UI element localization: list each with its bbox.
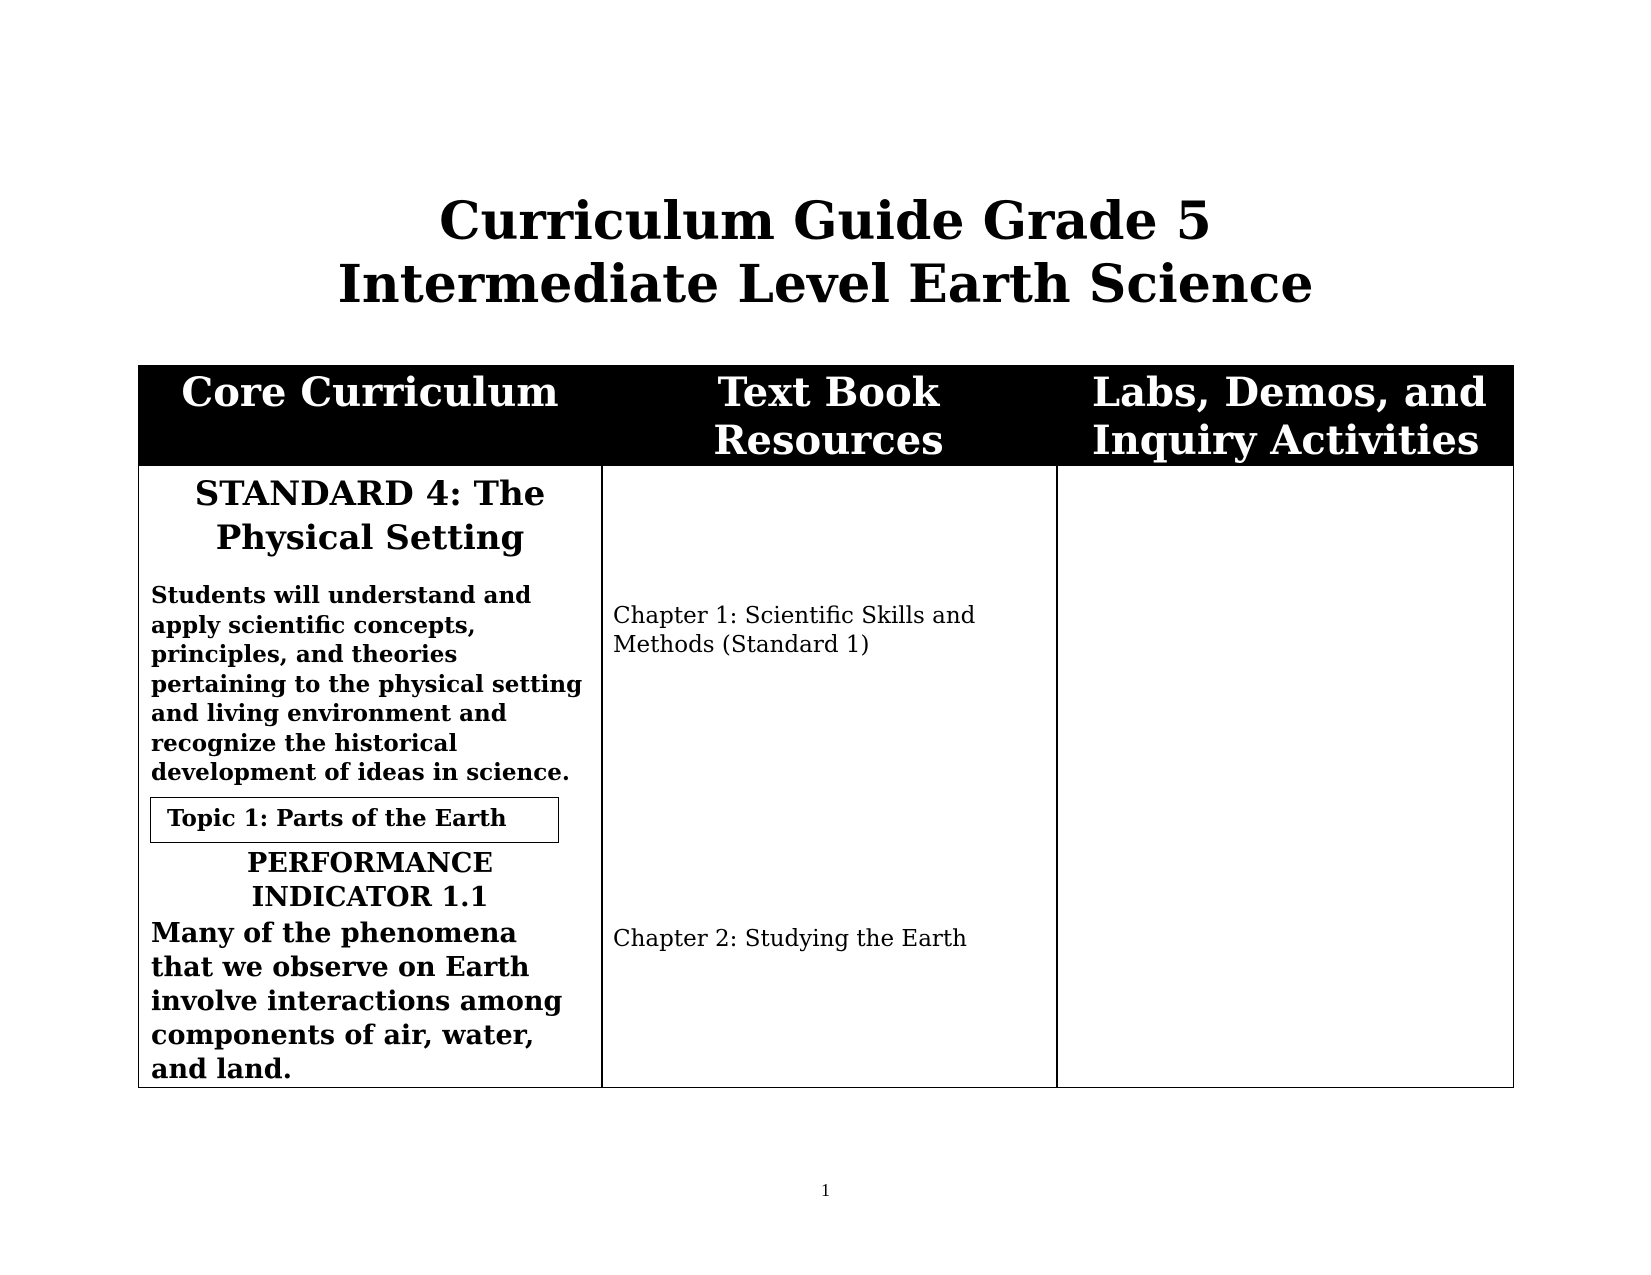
chapter-2-resource [613,925,1053,954]
description-line: and living environment and [151,700,507,727]
chapter-1-line-1: Chapter 1: Scientific Skills and [613,603,976,629]
performance-text-line: involve interactions among [151,986,563,1017]
performance-heading-line-1: PERFORMANCE [246,848,494,879]
description-line: principles, and theories [151,641,458,668]
description-line: recognize the historical [151,729,458,757]
chapter-2-line-1: Chapter 2: Studying the Earth [613,926,967,952]
header-labs-line-1: Labs, Demos, and [1092,369,1487,416]
performance-heading-line-2: INDICATOR 1.1 [251,882,489,913]
header-core-curriculum-line-1: Core Curriculum [181,369,559,416]
chapter-1-line-2: Methods (Standard 1) [613,632,870,658]
column-divider-1 [601,466,603,1087]
page-number: 1 [821,1180,830,1200]
performance-text-line: that we observe on Earth [151,952,530,983]
standard-heading [139,472,601,560]
header-core-curriculum [139,366,601,466]
performance-text-line: components of air, water, [151,1020,535,1051]
performance-text-line: Many of the phenomena [151,918,518,949]
curriculum-table [138,365,1514,1088]
header-text-book-line-2: Resources [713,417,944,464]
description-line: apply scientific concepts, [151,611,476,639]
description-line: pertaining to the physical setting [151,670,583,698]
standard-heading-line-2: Physical Setting [215,518,525,558]
header-text-book-resources [601,366,1056,466]
standard-description [151,581,596,788]
document-title-line-1: Curriculum Guide Grade 5 [439,191,1212,252]
performance-indicator-text [151,917,596,1087]
header-text-book-line-1: Text Book [717,369,940,416]
header-labs-line-2: Inquiry Activities [1092,417,1480,464]
performance-text-line: and land. [151,1054,293,1085]
header-labs-demos [1056,366,1513,466]
table-header-row [139,366,1513,466]
topic-box: Topic 1: Parts of the Earth [150,797,559,843]
document-title-line-2: Intermediate Level Earth Science [337,254,1314,315]
description-line: Students will understand and [151,582,532,609]
chapter-1-resource [613,602,1053,660]
standard-heading-line-1: STANDARD 4: The [194,474,546,514]
description-line: development of ideas in science. [151,759,570,786]
column-divider-2 [1056,466,1058,1087]
performance-indicator-heading [139,847,601,915]
